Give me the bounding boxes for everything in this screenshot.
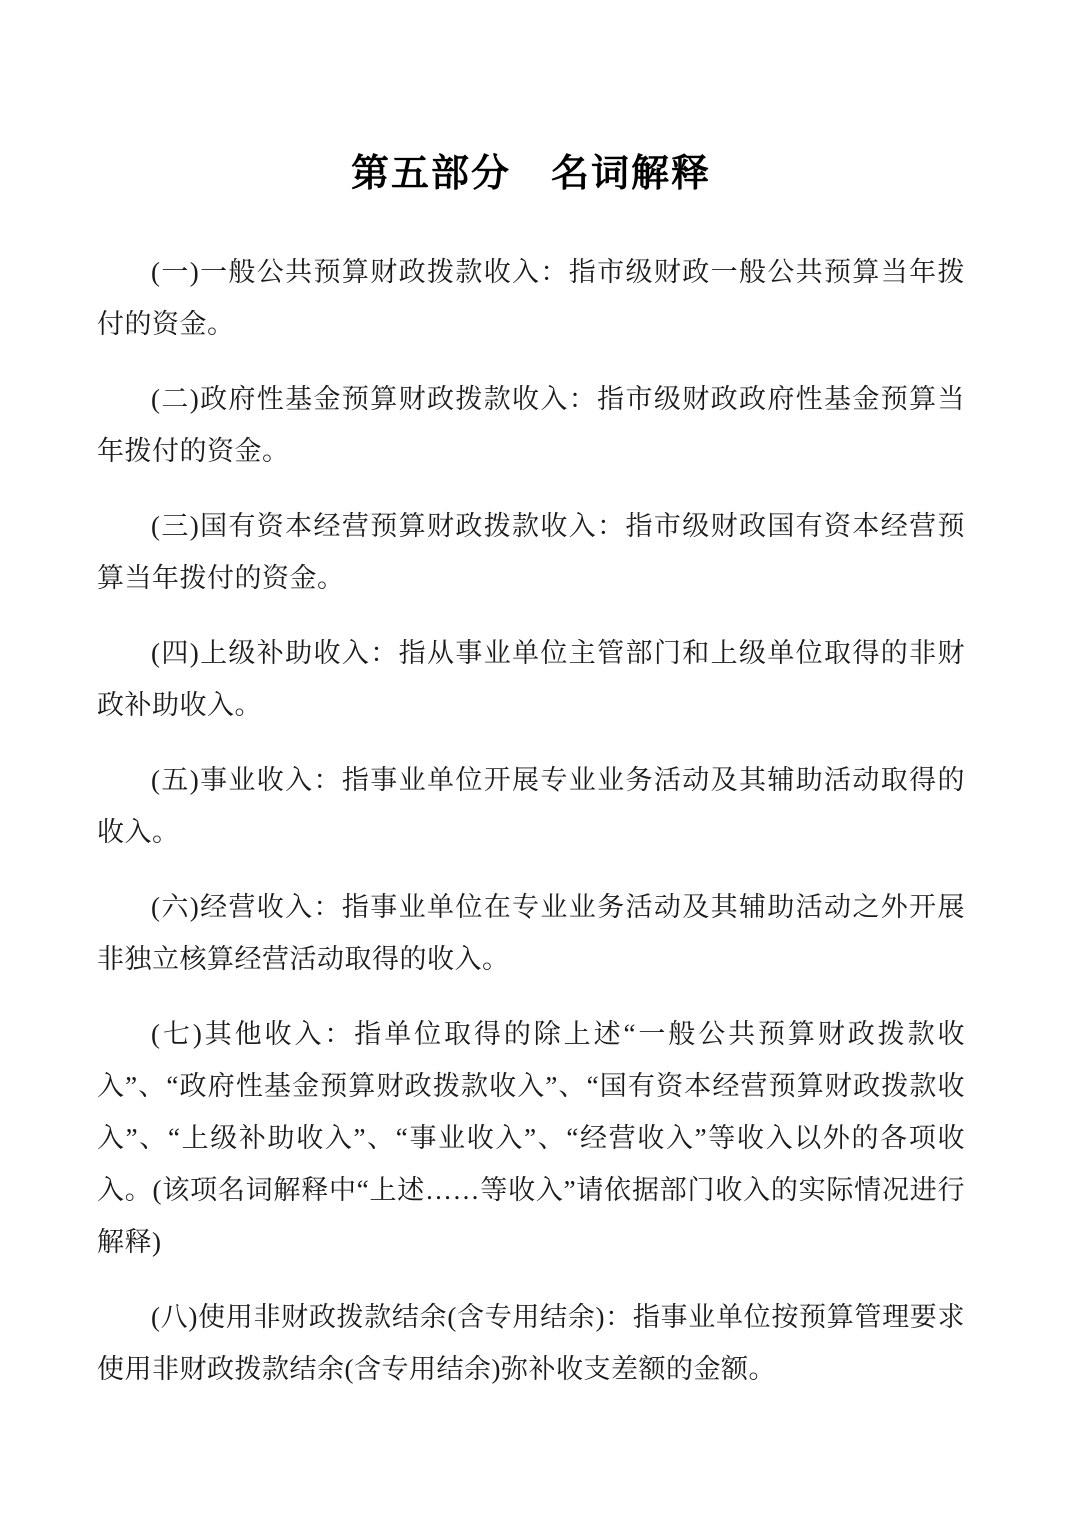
page-title: 第五部分 名词解释 (350, 153, 711, 195)
paragraph-general-public-budget-income: (一)一般公共预算财政拨款收入：指市级财政一般公共预算当年拨付的资金。 (97, 257, 965, 339)
paragraph-non-fiscal-balance-usage: (八)使用非财政拨款结余(含专用结余)：指事业单位按预算管理要求使用非财政拨款结余(含专用结余)弥补收支差额的金额。 (97, 1302, 965, 1384)
paragraph-state-capital-budget-income: (三)国有资本经营预算财政拨款收入：指市级财政国有资本经营预算当年拨付的资金。 (97, 511, 965, 593)
paragraph-operating-income: (六)经营收入：指事业单位在专业业务活动及其辅助活动之外开展非独立核算经营活动取得的收入。 (97, 892, 965, 974)
paragraph-other-income: (七)其他收入：指单位取得的除上述“一般公共预算财政拨款收入”、“政府性基金预算财政拨款收入”、“国有资本经营预算财政拨款收入”、“上级补助收入”、“事业收入”、“经营收入”等收入以外的各项收入。(该项名词解释中“上述……等收入”请依据部门收入的实际情况进行解释) (97, 1019, 965, 1257)
paragraph-government-fund-budget-income: (二)政府性基金预算财政拨款收入：指市级财政政府性基金预算当年拨付的资金。 (97, 384, 965, 466)
paragraph-superior-subsidy-income: (四)上级补助收入：指从事业单位主管部门和上级单位取得的非财政补助收入。 (97, 638, 965, 720)
paragraph-institutional-income: (五)事业收入：指事业单位开展专业业务活动及其辅助活动取得的收入。 (97, 765, 965, 847)
document-body (97, 246, 965, 1395)
